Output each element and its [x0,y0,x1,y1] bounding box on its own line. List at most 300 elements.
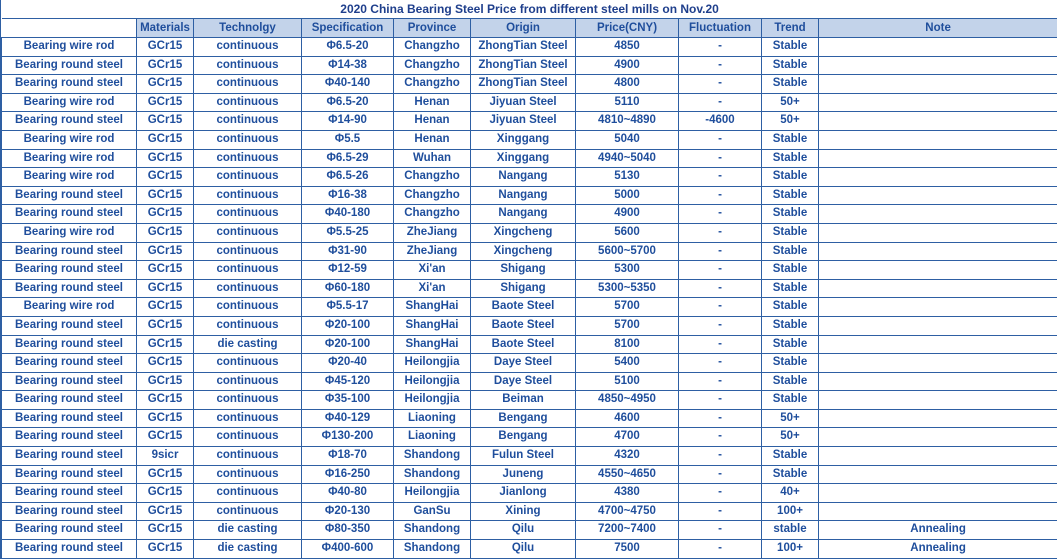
product-cell[interactable]: Bearing round steel [2,112,137,131]
note-cell[interactable] [819,75,1057,94]
product-cell[interactable]: Bearing round steel [2,428,137,447]
materials-cell[interactable]: GCr15 [137,223,194,242]
origin-cell[interactable]: Xining [471,502,576,521]
fluctuation-cell[interactable]: - [679,540,762,559]
province-cell[interactable]: Shandong [394,447,471,466]
price-cell[interactable]: 5600 [576,223,679,242]
materials-cell[interactable]: GCr15 [137,75,194,94]
province-cell[interactable]: Changzho [394,38,471,57]
table-row [2,38,1057,57]
price-cell[interactable]: 5300 [576,261,679,280]
province-cell[interactable]: GanSu [394,502,471,521]
product-cell[interactable]: Bearing round steel [2,540,137,559]
fluctuation-cell[interactable]: - [679,447,762,466]
note-cell[interactable] [819,38,1057,57]
materials-cell[interactable]: GCr15 [137,335,194,354]
materials-cell[interactable]: GCr15 [137,540,194,559]
price-cell[interactable]: 4850~4950 [576,391,679,410]
materials-cell[interactable]: 9sicr [137,447,194,466]
origin-cell[interactable]: Qilu [471,540,576,559]
province-cell[interactable]: Heilongjia [394,354,471,373]
fluctuation-cell[interactable]: - [679,372,762,391]
product-cell[interactable]: Bearing wire rod [2,168,137,187]
trend-cell[interactable]: Stable [762,168,819,187]
price-cell[interactable]: 5400 [576,354,679,373]
product-cell[interactable]: Bearing round steel [2,279,137,298]
product-cell[interactable]: Bearing round steel [2,484,137,503]
table-row [2,223,1057,242]
province-cell[interactable]: Heilongjia [394,484,471,503]
technology-cell[interactable]: die casting [194,540,302,559]
column-header-note[interactable]: Note [819,19,1057,38]
specification-cell[interactable]: Φ40-80 [302,484,394,503]
specification-cell[interactable]: Φ6.5-20 [302,38,394,57]
technology-cell[interactable]: continuous [194,93,302,112]
note-cell[interactable] [819,354,1057,373]
column-header-origin[interactable]: Origin [471,19,576,38]
column-header-fluctuation[interactable]: Fluctuation [679,19,762,38]
province-cell[interactable]: Heilongjia [394,391,471,410]
materials-cell[interactable]: GCr15 [137,149,194,168]
product-cell[interactable]: Bearing wire rod [2,38,137,57]
product-cell[interactable]: Bearing round steel [2,502,137,521]
materials-cell[interactable]: GCr15 [137,112,194,131]
technology-cell[interactable]: continuous [194,279,302,298]
province-cell[interactable]: ShangHai [394,298,471,317]
fluctuation-cell[interactable]: - [679,149,762,168]
table-row [2,186,1057,205]
technology-cell[interactable]: continuous [194,316,302,335]
origin-cell[interactable]: Jiyuan Steel [471,93,576,112]
specification-cell[interactable]: Φ80-350 [302,521,394,540]
specification-cell[interactable]: Φ6.5-20 [302,93,394,112]
price-cell[interactable]: 5700 [576,298,679,317]
specification-cell[interactable]: Φ20-100 [302,316,394,335]
materials-cell[interactable]: GCr15 [137,130,194,149]
product-cell[interactable]: Bearing round steel [2,335,137,354]
specification-cell[interactable]: Φ31-90 [302,242,394,261]
technology-cell[interactable]: continuous [194,428,302,447]
specification-cell[interactable]: Φ40-180 [302,205,394,224]
price-cell[interactable]: 8100 [576,335,679,354]
origin-cell[interactable]: ZhongTian Steel [471,38,576,57]
province-cell[interactable]: Shandong [394,540,471,559]
technology-cell[interactable]: continuous [194,298,302,317]
technology-cell[interactable]: continuous [194,447,302,466]
specification-cell[interactable]: Φ14-38 [302,56,394,75]
origin-cell[interactable]: Xinggang [471,130,576,149]
origin-cell[interactable]: Jiyuan Steel [471,112,576,131]
trend-cell[interactable]: Stable [762,261,819,280]
province-cell[interactable]: Changzho [394,168,471,187]
price-cell[interactable]: 4320 [576,447,679,466]
materials-cell[interactable]: GCr15 [137,502,194,521]
specification-cell[interactable]: Φ20-130 [302,502,394,521]
specification-cell[interactable]: Φ130-200 [302,428,394,447]
note-cell[interactable] [819,409,1057,428]
origin-cell[interactable]: Xingcheng [471,223,576,242]
product-cell[interactable]: Bearing round steel [2,56,137,75]
price-cell[interactable]: 4700 [576,428,679,447]
trend-cell[interactable]: 100+ [762,502,819,521]
technology-cell[interactable]: continuous [194,484,302,503]
specification-cell[interactable]: Φ18-70 [302,447,394,466]
materials-cell[interactable]: GCr15 [137,242,194,261]
technology-cell[interactable]: continuous [194,372,302,391]
trend-cell[interactable]: Stable [762,205,819,224]
technology-cell[interactable]: die casting [194,521,302,540]
trend-cell[interactable]: 100+ [762,540,819,559]
technology-cell[interactable]: continuous [194,465,302,484]
price-cell[interactable]: 5040 [576,130,679,149]
materials-cell[interactable]: GCr15 [137,93,194,112]
origin-cell[interactable]: Bengang [471,428,576,447]
table-row [2,502,1057,521]
note-cell[interactable] [819,56,1057,75]
materials-cell[interactable]: GCr15 [137,428,194,447]
price-cell[interactable]: 4900 [576,56,679,75]
province-cell[interactable]: Liaoning [394,428,471,447]
trend-cell[interactable]: Stable [762,56,819,75]
note-cell[interactable] [819,298,1057,317]
trend-cell[interactable]: 50+ [762,409,819,428]
fluctuation-cell[interactable]: - [679,205,762,224]
province-cell[interactable]: Xi'an [394,261,471,280]
origin-cell[interactable]: Nangang [471,168,576,187]
price-cell[interactable]: 5600~5700 [576,242,679,261]
province-cell[interactable]: Liaoning [394,409,471,428]
fluctuation-cell[interactable]: - [679,465,762,484]
note-cell[interactable] [819,149,1057,168]
trend-cell[interactable]: Stable [762,298,819,317]
fluctuation-cell[interactable]: - [679,521,762,540]
product-cell[interactable]: Bearing wire rod [2,298,137,317]
specification-cell[interactable]: Φ16-38 [302,186,394,205]
technology-cell[interactable]: continuous [194,242,302,261]
origin-cell[interactable]: Daye Steel [471,354,576,373]
trend-cell[interactable]: stable [762,521,819,540]
province-cell[interactable]: Xi'an [394,279,471,298]
column-header-trend[interactable]: Trend [762,19,819,38]
origin-cell[interactable]: Xingcheng [471,242,576,261]
technology-cell[interactable]: continuous [194,130,302,149]
specification-cell[interactable]: Φ5.5 [302,130,394,149]
origin-cell[interactable]: Fulun Steel [471,447,576,466]
fluctuation-cell[interactable]: - [679,298,762,317]
materials-cell[interactable]: GCr15 [137,168,194,187]
origin-cell[interactable]: Nangang [471,186,576,205]
product-cell[interactable]: Bearing wire rod [2,149,137,168]
trend-cell[interactable]: Stable [762,186,819,205]
trend-cell[interactable]: Stable [762,75,819,94]
technology-cell[interactable]: die casting [194,335,302,354]
origin-cell[interactable]: Baote Steel [471,335,576,354]
column-header-technology[interactable]: Technolgy [194,19,302,38]
note-cell[interactable] [819,279,1057,298]
province-cell[interactable]: Changzho [394,186,471,205]
fluctuation-cell[interactable]: - [679,428,762,447]
specification-cell[interactable]: Φ35-100 [302,391,394,410]
materials-cell[interactable]: GCr15 [137,354,194,373]
fluctuation-cell[interactable]: - [679,335,762,354]
province-cell[interactable]: ZheJiang [394,242,471,261]
technology-cell[interactable]: continuous [194,75,302,94]
trend-cell[interactable]: Stable [762,447,819,466]
price-cell[interactable]: 4850 [576,38,679,57]
price-cell[interactable]: 4380 [576,484,679,503]
table-row [2,409,1057,428]
trend-cell[interactable]: Stable [762,149,819,168]
price-cell[interactable]: 5110 [576,93,679,112]
technology-cell[interactable]: continuous [194,186,302,205]
province-cell[interactable]: Shandong [394,465,471,484]
trend-cell[interactable]: Stable [762,372,819,391]
price-cell[interactable]: 4600 [576,409,679,428]
materials-cell[interactable]: GCr15 [137,186,194,205]
note-cell[interactable] [819,186,1057,205]
origin-cell[interactable]: Daye Steel [471,372,576,391]
price-cell[interactable]: 4550~4650 [576,465,679,484]
fluctuation-cell[interactable]: - [679,93,762,112]
note-cell[interactable] [819,335,1057,354]
product-cell[interactable]: Bearing round steel [2,409,137,428]
price-cell[interactable]: 4800 [576,75,679,94]
fluctuation-cell[interactable]: - [679,56,762,75]
fluctuation-cell[interactable]: - [679,168,762,187]
technology-cell[interactable]: continuous [194,502,302,521]
technology-cell[interactable]: continuous [194,354,302,373]
origin-cell[interactable]: Jianlong [471,484,576,503]
specification-cell[interactable]: Φ60-180 [302,279,394,298]
origin-cell[interactable]: Beiman [471,391,576,410]
trend-cell[interactable]: Stable [762,279,819,298]
trend-cell[interactable]: 50+ [762,93,819,112]
product-cell[interactable]: Bearing wire rod [2,93,137,112]
trend-cell[interactable]: Stable [762,223,819,242]
specification-cell[interactable]: Φ45-120 [302,372,394,391]
province-cell[interactable]: ShangHai [394,316,471,335]
materials-cell[interactable]: GCr15 [137,409,194,428]
price-cell[interactable]: 4810~4890 [576,112,679,131]
note-cell[interactable] [819,168,1057,187]
province-cell[interactable]: Heilongjia [394,372,471,391]
note-cell[interactable] [819,93,1057,112]
trend-cell[interactable]: 50+ [762,112,819,131]
province-cell[interactable]: ShangHai [394,335,471,354]
technology-cell[interactable]: continuous [194,261,302,280]
origin-cell[interactable]: Baote Steel [471,298,576,317]
price-cell[interactable]: 4940~5040 [576,149,679,168]
note-cell[interactable]: Annealing [819,540,1057,559]
note-cell[interactable] [819,223,1057,242]
specification-cell[interactable]: Φ16-250 [302,465,394,484]
origin-cell[interactable]: Xinggang [471,149,576,168]
origin-cell[interactable]: Bengang [471,409,576,428]
table-row [2,391,1057,410]
materials-cell[interactable]: GCr15 [137,521,194,540]
column-header-province[interactable]: Province [394,19,471,38]
product-cell[interactable]: Bearing round steel [2,75,137,94]
origin-cell[interactable]: ZhongTian Steel [471,56,576,75]
note-cell[interactable] [819,242,1057,261]
product-cell[interactable]: Bearing round steel [2,391,137,410]
column-header-materials[interactable]: Materials [137,19,194,38]
product-cell[interactable]: Bearing wire rod [2,130,137,149]
trend-cell[interactable]: Stable [762,335,819,354]
product-cell[interactable]: Bearing round steel [2,465,137,484]
technology-cell[interactable]: continuous [194,38,302,57]
note-cell[interactable] [819,205,1057,224]
trend-cell[interactable]: Stable [762,354,819,373]
table-row [2,354,1057,373]
price-cell[interactable]: 5100 [576,372,679,391]
trend-cell[interactable]: Stable [762,391,819,410]
fluctuation-cell[interactable]: - [679,279,762,298]
materials-cell[interactable]: GCr15 [137,465,194,484]
origin-cell[interactable]: Baote Steel [471,316,576,335]
specification-cell[interactable]: Φ5.5-25 [302,223,394,242]
trend-cell[interactable]: Stable [762,38,819,57]
note-cell[interactable] [819,484,1057,503]
note-cell[interactable] [819,465,1057,484]
province-cell[interactable]: Changzho [394,205,471,224]
note-cell[interactable] [819,372,1057,391]
price-cell[interactable]: 5130 [576,168,679,187]
province-cell[interactable]: Wuhan [394,149,471,168]
specification-cell[interactable]: Φ6.5-26 [302,168,394,187]
trend-cell[interactable]: Stable [762,465,819,484]
fluctuation-cell[interactable]: - [679,391,762,410]
fluctuation-cell[interactable]: - [679,484,762,503]
fluctuation-cell[interactable]: - [679,409,762,428]
fluctuation-cell[interactable]: - [679,186,762,205]
technology-cell[interactable]: continuous [194,223,302,242]
product-cell[interactable]: Bearing round steel [2,354,137,373]
technology-cell[interactable]: continuous [194,112,302,131]
note-cell[interactable] [819,130,1057,149]
product-cell[interactable]: Bearing round steel [2,372,137,391]
fluctuation-cell[interactable]: - [679,502,762,521]
province-cell[interactable]: ZheJiang [394,223,471,242]
fluctuation-cell[interactable]: - [679,130,762,149]
province-cell[interactable]: Changzho [394,75,471,94]
note-cell[interactable] [819,261,1057,280]
origin-cell[interactable]: Shigang [471,261,576,280]
technology-cell[interactable]: continuous [194,409,302,428]
province-cell[interactable]: Henan [394,130,471,149]
table-row [2,540,1057,559]
fluctuation-cell[interactable]: - [679,75,762,94]
materials-cell[interactable]: GCr15 [137,261,194,280]
technology-cell[interactable]: continuous [194,149,302,168]
note-cell[interactable]: Annealing [819,521,1057,540]
fluctuation-cell[interactable]: - [679,261,762,280]
origin-cell[interactable]: Shigang [471,279,576,298]
note-cell[interactable] [819,316,1057,335]
specification-cell[interactable]: Φ12-59 [302,261,394,280]
note-cell[interactable] [819,502,1057,521]
specification-cell[interactable]: Φ40-129 [302,409,394,428]
specification-cell[interactable]: Φ5.5-17 [302,298,394,317]
product-cell[interactable]: Bearing round steel [2,447,137,466]
province-cell[interactable]: Changzho [394,56,471,75]
trend-cell[interactable]: 40+ [762,484,819,503]
price-cell[interactable]: 5700 [576,316,679,335]
materials-cell[interactable]: GCr15 [137,38,194,57]
price-cell[interactable]: 7500 [576,540,679,559]
materials-cell[interactable]: GCr15 [137,316,194,335]
fluctuation-cell[interactable]: - [679,354,762,373]
note-cell[interactable] [819,428,1057,447]
origin-cell[interactable]: Qilu [471,521,576,540]
column-header-price[interactable]: Price(CNY) [576,19,679,38]
province-cell[interactable]: Henan [394,93,471,112]
fluctuation-cell[interactable]: - [679,38,762,57]
price-cell[interactable]: 5300~5350 [576,279,679,298]
fluctuation-cell[interactable]: - [679,223,762,242]
specification-cell[interactable]: Φ6.5-29 [302,149,394,168]
trend-cell[interactable]: Stable [762,130,819,149]
price-cell[interactable]: 4700~4750 [576,502,679,521]
table-row [2,112,1057,131]
product-cell[interactable]: Bearing round steel [2,521,137,540]
materials-cell[interactable]: GCr15 [137,484,194,503]
specification-cell[interactable]: Φ14-90 [302,112,394,131]
province-cell[interactable]: Shandong [394,521,471,540]
materials-cell[interactable]: GCr15 [137,56,194,75]
price-cell[interactable]: 7200~7400 [576,521,679,540]
trend-cell[interactable]: Stable [762,242,819,261]
origin-cell[interactable]: Juneng [471,465,576,484]
product-cell[interactable]: Bearing round steel [2,242,137,261]
specification-cell[interactable]: Φ40-140 [302,75,394,94]
materials-cell[interactable]: GCr15 [137,205,194,224]
price-cell[interactable]: 4900 [576,205,679,224]
origin-cell[interactable]: ZhongTian Steel [471,75,576,94]
fluctuation-cell[interactable]: -4600 [679,112,762,131]
price-cell[interactable]: 5000 [576,186,679,205]
product-cell[interactable]: Bearing round steel [2,316,137,335]
column-header-specification[interactable]: Specification [302,19,394,38]
materials-cell[interactable]: GCr15 [137,298,194,317]
note-cell[interactable] [819,447,1057,466]
product-cell[interactable]: Bearing round steel [2,261,137,280]
technology-cell[interactable]: continuous [194,168,302,187]
materials-cell[interactable]: GCr15 [137,372,194,391]
specification-cell[interactable]: Φ20-40 [302,354,394,373]
fluctuation-cell[interactable]: - [679,316,762,335]
trend-cell[interactable]: 50+ [762,428,819,447]
trend-cell[interactable]: Stable [762,316,819,335]
specification-cell[interactable]: Φ400-600 [302,540,394,559]
technology-cell[interactable]: continuous [194,391,302,410]
specification-cell[interactable]: Φ20-100 [302,335,394,354]
fluctuation-cell[interactable]: - [679,242,762,261]
materials-cell[interactable]: GCr15 [137,391,194,410]
product-cell[interactable]: Bearing wire rod [2,223,137,242]
product-cell[interactable]: Bearing round steel [2,205,137,224]
product-cell[interactable]: Bearing round steel [2,186,137,205]
table-row [2,261,1057,280]
province-cell[interactable]: Henan [394,112,471,131]
note-cell[interactable] [819,112,1057,131]
origin-cell[interactable]: Nangang [471,205,576,224]
technology-cell[interactable]: continuous [194,56,302,75]
note-cell[interactable] [819,391,1057,410]
technology-cell[interactable]: continuous [194,205,302,224]
table-row [2,205,1057,224]
materials-cell[interactable]: GCr15 [137,279,194,298]
